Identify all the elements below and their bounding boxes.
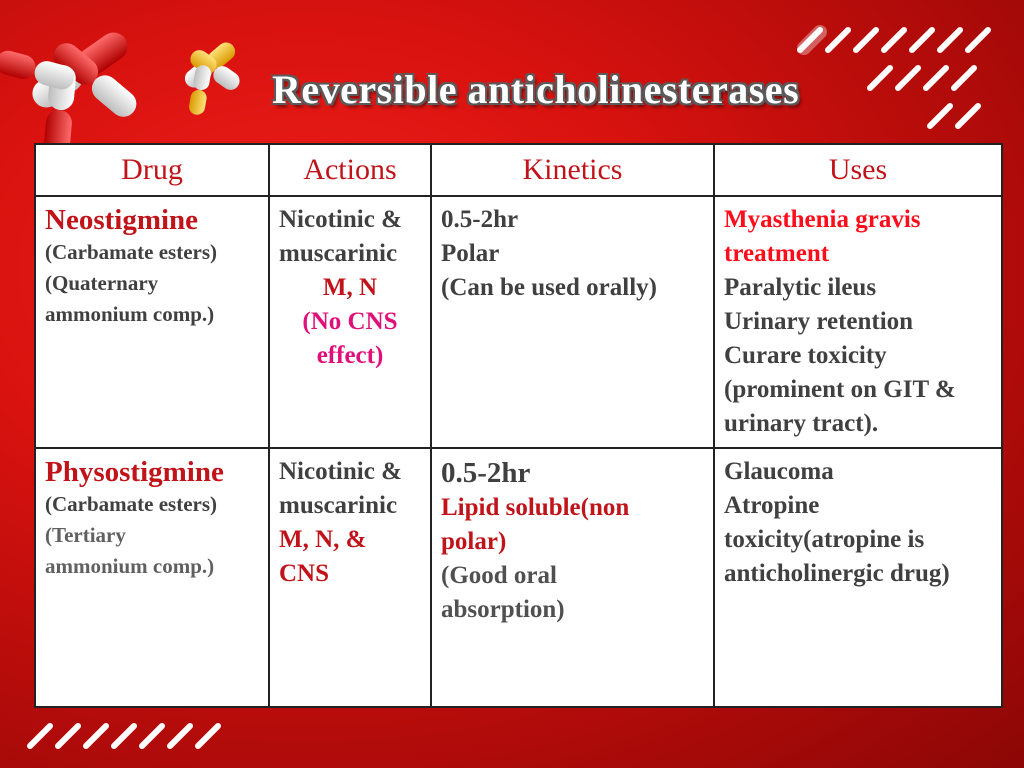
- uses-text: anticholinergic drug): [724, 560, 950, 587]
- kinetics-text: Polar: [441, 240, 500, 267]
- drug-class: (Carbamate esters): [45, 240, 218, 264]
- kinetics-highlight: Lipid soluble(non: [441, 494, 630, 521]
- drug-note: ammonium comp.): [45, 302, 215, 326]
- uses-text: Urinary retention: [724, 308, 914, 335]
- actions-cns-note: effect): [316, 342, 384, 369]
- kinetics-text: (Good oral: [441, 562, 557, 589]
- header-actions: Actions: [269, 144, 431, 196]
- cell-drug: [35, 196, 269, 448]
- cell-actions: [269, 448, 431, 707]
- cell-kinetics: [431, 448, 714, 707]
- slide-title: Reversible anticholinesterases: [272, 67, 800, 112]
- cell-uses: [714, 196, 1002, 448]
- capsules-decoration-icon: [0, 0, 270, 160]
- kinetics-text: 0.5-2hr: [441, 457, 531, 489]
- uses-text: toxicity(atropine is: [724, 526, 925, 553]
- uses-text: Paralytic ileus: [724, 274, 877, 301]
- pill-pattern-bottom-icon: [18, 712, 233, 758]
- kinetics-text: (Can be used orally): [441, 274, 657, 301]
- drug-name: Neostigmine: [45, 204, 199, 236]
- actions-text: muscarinic: [279, 240, 398, 267]
- uses-text: Curare toxicity: [724, 342, 887, 369]
- drug-note: (Tertiary: [45, 523, 126, 547]
- header-uses: Uses: [714, 144, 1002, 196]
- kinetics-text: 0.5-2hr: [441, 206, 519, 233]
- uses-highlight: treatment: [724, 240, 830, 267]
- actions-text: Nicotinic &: [279, 458, 402, 485]
- cell-kinetics: [431, 196, 714, 448]
- uses-text: Glaucoma: [724, 458, 834, 485]
- drug-note: (Quaternary: [45, 271, 159, 295]
- table-header-row: [35, 144, 1002, 196]
- uses-text: urinary tract).: [724, 410, 879, 437]
- drug-class: (Carbamate esters): [45, 492, 218, 516]
- cell-drug: [35, 448, 269, 707]
- uses-text: (prominent on GIT &: [724, 376, 956, 403]
- actions-text: muscarinic: [279, 492, 398, 519]
- actions-receptors: M, N: [322, 274, 378, 301]
- actions-text: Nicotinic &: [279, 206, 402, 233]
- actions-receptors: M, N, &: [279, 526, 367, 553]
- drug-note: ammonium comp.): [45, 554, 215, 578]
- actions-receptors: CNS: [279, 560, 330, 587]
- kinetics-highlight: polar): [441, 528, 507, 555]
- table-row: [35, 196, 1002, 448]
- drug-name: Physostigmine: [45, 456, 224, 488]
- table-row: [35, 448, 1002, 707]
- anticholinesterase-table: [34, 143, 1003, 708]
- kinetics-text: absorption): [441, 596, 565, 623]
- header-drug: Drug: [35, 144, 269, 196]
- actions-cns-note: (No CNS: [302, 308, 398, 335]
- uses-text: Atropine: [724, 492, 820, 519]
- cell-uses: [714, 448, 1002, 707]
- cell-actions: [269, 196, 431, 448]
- uses-highlight: Myasthenia gravis: [724, 206, 921, 233]
- header-kinetics: Kinetics: [431, 144, 714, 196]
